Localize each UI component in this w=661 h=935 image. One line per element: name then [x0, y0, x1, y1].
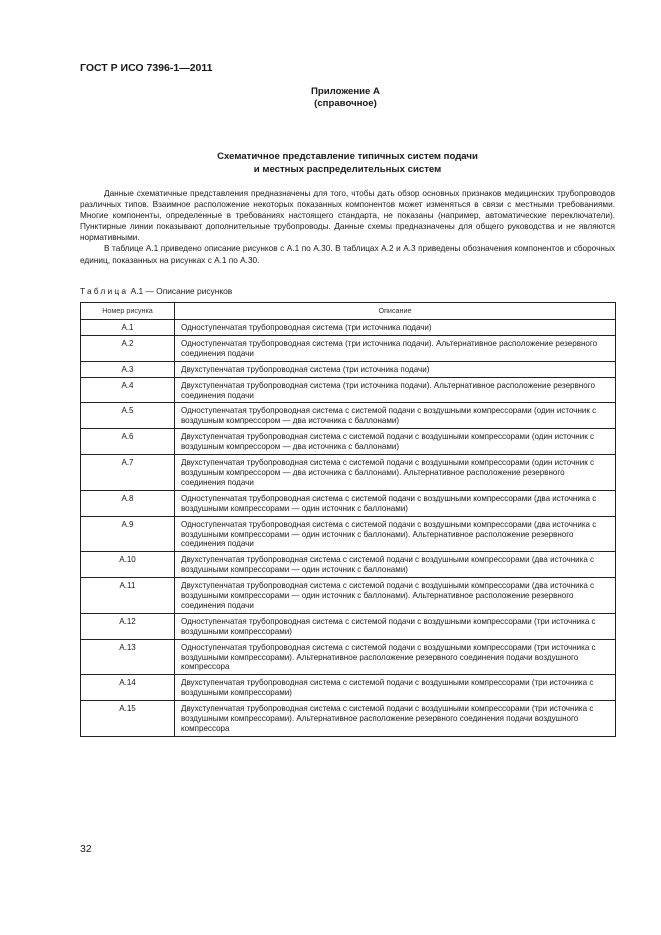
figure-number-cell: А.7 [81, 455, 175, 491]
figure-number-cell: А.4 [81, 377, 175, 403]
figure-number-cell: А.1 [81, 320, 175, 336]
figure-number-cell: А.13 [81, 639, 175, 675]
figure-number-cell: А.2 [81, 335, 175, 361]
figure-description-cell: Одноступенчатая трубопроводная система с системой подачи с воздушными компрессорами (два источника с воздушными компрессорами — один источник с баллонами). Альтернативное расположение резервного соединения подачи [175, 516, 616, 552]
table-row [81, 320, 616, 336]
figures-table [80, 302, 616, 737]
table-caption-label: Таблица [80, 286, 129, 296]
table-row [81, 361, 616, 377]
table-row [81, 639, 616, 675]
header-description: Описание [175, 303, 616, 320]
figure-number-cell: А.9 [81, 516, 175, 552]
figure-description-cell: Двухступенчатая трубопроводная система с системой подачи с воздушными компрессорами (два источника с воздушными компрессорами — один источник с баллонами). Альтернативное расположение резервного соединения подачи [175, 578, 616, 614]
table-row [81, 701, 616, 737]
table-row [81, 377, 616, 403]
figure-description-cell: Двухступенчатая трубопроводная система с системой подачи с воздушными компрессорами (один источник с воздушным компрессором — два источника с баллонами) [175, 429, 616, 455]
intro-paragraph-1: Данные схематичные представления предназначены для того, чтобы дать обзор основных признаков медицинских трубопроводов различных типов. Взаимное расположение некоторых показанных компонентов может изменяться в связи с местными требованиями. Многие компоненты, определенные в требованиях настоящего стандарта, не показаны (например, автоматические переключатели). Пунктирные линии показывают дополнительные трубопроводы. Данные схемы предназначены для общего руководства и не являются нормативными. [80, 189, 615, 243]
table-row [81, 403, 616, 429]
table-header-row [81, 303, 616, 320]
section-heading [80, 151, 615, 176]
table-caption-text: А.1 — Описание рисунков [130, 286, 233, 296]
document-code: ГОСТ Р ИСО 7396-1—2011 [80, 62, 213, 74]
figure-description-cell: Двухступенчатая трубопроводная система с системой подачи с воздушными компрессорами (три источника с воздушными компрессорами) [175, 675, 616, 701]
annex-title: Приложение А [311, 86, 380, 97]
figure-description-cell: Двухступенчатая трубопроводная система с системой подачи с воздушными компрессорами (три источника с воздушными компрессорами). Альтернативное расположение резервного соединения подачи воздушного компрессора [175, 701, 616, 737]
table-row [81, 516, 616, 552]
figure-number-cell: А.12 [81, 613, 175, 639]
table-row [81, 613, 616, 639]
table-caption [80, 286, 232, 296]
figure-number-cell: А.10 [81, 552, 175, 578]
table-body [81, 320, 616, 737]
figure-number-cell: А.3 [81, 361, 175, 377]
figure-description-cell: Одноступенчатая трубопроводная система (три источника подачи) [175, 320, 616, 336]
figure-description-cell: Одноступенчатая трубопроводная система с системой подачи с воздушными компрессорами (три источника с воздушными компрессорами). Альтернативное расположение резервного соединения подачи воздушного компрессора [175, 639, 616, 675]
annex-heading [0, 86, 661, 110]
figure-number-cell: А.8 [81, 490, 175, 516]
table-row [81, 335, 616, 361]
intro-text [80, 188, 615, 266]
figure-number-cell: А.6 [81, 429, 175, 455]
figure-description-cell: Одноступенчатая трубопроводная система с системой подачи с воздушными компрессорами (один источник с воздушным компрессором — два источника с баллонами) [175, 403, 616, 429]
figure-number-cell: А.5 [81, 403, 175, 429]
table-row [81, 429, 616, 455]
figure-description-cell: Одноступенчатая трубопроводная система (три источника подачи). Альтернативное расположение резервного соединения подачи [175, 335, 616, 361]
table-row [81, 552, 616, 578]
figure-description-cell: Двухступенчатая трубопроводная система (три источника подачи). Альтернативное расположение резервного соединения подачи [175, 377, 616, 403]
figure-description-cell: Двухступенчатая трубопроводная система с системой подачи с воздушными компрессорами (один источник с воздушным компрессором — два источника с баллонами). Альтернативное расположение резервного соединения подачи [175, 455, 616, 491]
page-number: 32 [80, 843, 92, 855]
table-row [81, 490, 616, 516]
figure-description-cell: Одноступенчатая трубопроводная система с системой подачи с воздушными компрессорами (два источника с воздушными компрессорами — один источник с баллонами) [175, 490, 616, 516]
table-row [81, 455, 616, 491]
figure-description-cell: Одноступенчатая трубопроводная система с системой подачи с воздушными компрессорами (три источника с воздушными компрессорами) [175, 613, 616, 639]
figure-description-cell: Двухступенчатая трубопроводная система (три источника подачи) [175, 361, 616, 377]
section-heading-line-2: и местных распределительных систем [253, 163, 442, 175]
section-heading-line-1: Схематичное представление типичных систем подачи [217, 151, 478, 162]
table-row [81, 675, 616, 701]
figure-number-cell: А.15 [81, 701, 175, 737]
figure-description-cell: Двухступенчатая трубопроводная система с системой подачи с воздушными компрессорами (два источника с воздушными компрессорами — один источник с баллонами) [175, 552, 616, 578]
figure-number-cell: А.11 [81, 578, 175, 614]
table-row [81, 578, 616, 614]
intro-paragraph-2: В таблице А.1 приведено описание рисунков с А.1 по А.30. В таблицах А.2 и А.3 приведены обозначения компонентов и сборочных единиц, показанных на рисунках с А.1 по А.30. [80, 244, 615, 265]
header-figure-number: Номер рисунка [81, 303, 175, 320]
annex-subtitle: (справочное) [314, 98, 377, 109]
figure-number-cell: А.14 [81, 675, 175, 701]
